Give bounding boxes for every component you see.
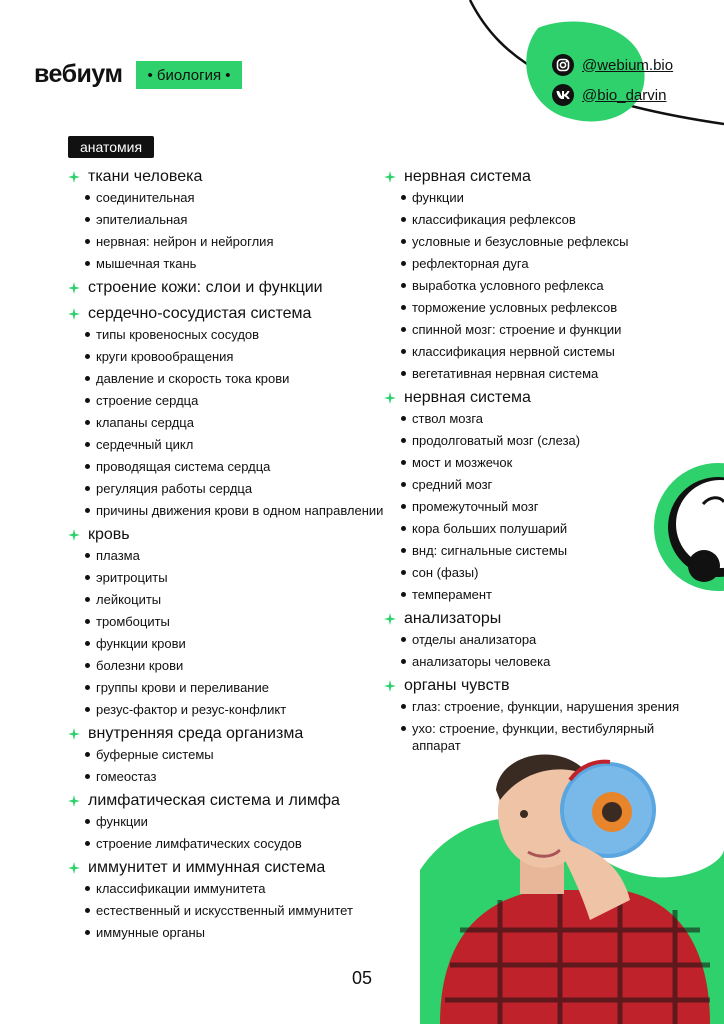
list-item: внд: сигнальные системы: [384, 542, 694, 559]
list-item: типы кровеносных сосудов: [68, 326, 388, 343]
topic-block: [68, 858, 388, 941]
social-links: [552, 54, 673, 106]
list-item: мост и мозжечок: [384, 454, 694, 471]
instagram-handle[interactable]: @webium.bio: [582, 56, 674, 74]
left-topic-column: [68, 167, 388, 946]
sparkle-icon: [68, 171, 80, 183]
list-item: причины движения крови в одном направлении: [68, 502, 388, 519]
list-item: анализаторы человека: [384, 653, 694, 670]
instagram-icon: [552, 54, 574, 76]
topic-items: [68, 746, 388, 785]
list-item: мышечная ткань: [68, 255, 388, 272]
list-item: вегетативная нервная система: [384, 365, 694, 382]
sparkle-icon: [384, 613, 396, 625]
list-item: плазма: [68, 547, 388, 564]
topic-items: [68, 189, 388, 272]
topic-title-text: сердечно-сосудистая система: [88, 305, 312, 322]
topic-title-text: ткани человека: [88, 168, 203, 185]
list-item: проводящая система сердца: [68, 458, 388, 475]
topic-title-text: анализаторы: [404, 610, 502, 627]
list-item: иммунные органы: [68, 924, 388, 941]
topic-block: [68, 525, 388, 718]
sparkle-icon: [68, 282, 80, 294]
list-item: функции: [68, 813, 388, 830]
topic-title: [384, 388, 694, 408]
list-item: кора больших полушарий: [384, 520, 694, 537]
sparkle-icon: [68, 529, 80, 541]
list-item: соединительная: [68, 189, 388, 206]
brand-logo: вебиум: [34, 60, 123, 88]
list-item: сердечный цикл: [68, 436, 388, 453]
vk-handle[interactable]: @bio_darvin: [582, 86, 667, 104]
sparkle-icon: [68, 728, 80, 740]
topic-items: [68, 880, 388, 941]
topic-items: [384, 631, 694, 670]
topic-items: [384, 189, 694, 382]
topic-title-text: строение кожи: слои и функции: [88, 279, 323, 296]
topic-block: [68, 167, 388, 272]
topic-title-text: нервная система: [404, 168, 531, 185]
topic-title: [68, 791, 388, 811]
list-item: болезни крови: [68, 657, 388, 674]
social-instagram[interactable]: [552, 54, 673, 76]
list-item: спинной мозг: строение и функции: [384, 321, 694, 338]
list-item: отделы анализатора: [384, 631, 694, 648]
list-item: нервная: нейрон и нейроглия: [68, 233, 388, 250]
list-item: средний мозг: [384, 476, 694, 493]
topic-title: [384, 609, 694, 629]
topic-title: [384, 167, 694, 187]
topic-block: [68, 724, 388, 785]
list-item: сон (фазы): [384, 564, 694, 581]
list-item: регуляция работы сердца: [68, 480, 388, 497]
list-item: круги кровообращения: [68, 348, 388, 365]
list-item: естественный и искусственный иммунитет: [68, 902, 388, 919]
sparkle-icon: [68, 308, 80, 320]
sparkle-icon: [384, 680, 396, 692]
topic-title: [68, 525, 388, 545]
list-item: тромбоциты: [68, 613, 388, 630]
page-number: 05: [351, 968, 373, 988]
topic-block: [68, 304, 388, 519]
list-item: рефлекторная дуга: [384, 255, 694, 272]
topic-items: [68, 813, 388, 852]
list-item: выработка условного рефлекса: [384, 277, 694, 294]
topic-block: [68, 278, 388, 298]
list-item: строение лимфатических сосудов: [68, 835, 388, 852]
list-item: классификация рефлексов: [384, 211, 694, 228]
topic-title-text: лимфатическая система и лимфа: [88, 792, 340, 809]
topic-title-text: кровь: [88, 526, 130, 543]
list-item: клапаны сердца: [68, 414, 388, 431]
list-item: условные и безусловные рефлексы: [384, 233, 694, 250]
list-item: ухо: строение, функции, вестибулярный аппарат: [384, 720, 682, 754]
topic-title-text: нервная система: [404, 389, 531, 406]
list-item: ствол мозга: [384, 410, 694, 427]
topic-title: [68, 858, 388, 878]
topic-title: [384, 676, 694, 696]
list-item: строение сердца: [68, 392, 388, 409]
list-item: классификация нервной системы: [384, 343, 694, 360]
sparkle-icon: [68, 795, 80, 807]
topic-items: [68, 547, 388, 718]
list-item: функции: [384, 189, 694, 206]
list-item: промежуточный мозг: [384, 498, 694, 515]
section-tag: анатомия: [68, 136, 154, 158]
topic-items: [68, 326, 388, 519]
list-item: буферные системы: [68, 746, 388, 763]
list-item: эпителиальная: [68, 211, 388, 228]
topic-title: [68, 304, 388, 324]
list-item: эритроциты: [68, 569, 388, 586]
topic-title: [68, 167, 388, 187]
list-item: темперамент: [384, 586, 694, 603]
topic-block: [384, 609, 694, 670]
topic-title: [68, 724, 388, 744]
topic-title-text: иммунитет и иммунная система: [88, 859, 326, 876]
list-item: лейкоциты: [68, 591, 388, 608]
topic-title-text: внутренняя среда организма: [88, 725, 304, 742]
sparkle-icon: [384, 171, 396, 183]
list-item: функции крови: [68, 635, 388, 652]
list-item: классификации иммунитета: [68, 880, 388, 897]
vk-icon: [552, 84, 574, 106]
social-vk[interactable]: [552, 84, 673, 106]
list-item: давление и скорость тока крови: [68, 370, 388, 387]
list-item: группы крови и переливание: [68, 679, 388, 696]
sparkle-icon: [68, 862, 80, 874]
topic-block: [384, 167, 694, 382]
subject-badge: • биология •: [136, 61, 242, 89]
list-item: торможение условных рефлексов: [384, 299, 694, 316]
list-item: гомеостаз: [68, 768, 388, 785]
list-item: продолговатый мозг (слеза): [384, 432, 694, 449]
topic-title: [68, 278, 388, 298]
list-item: глаз: строение, функции, нарушения зрения: [384, 698, 694, 715]
sparkle-icon: [384, 392, 396, 404]
topic-block: [68, 791, 388, 852]
topic-title-text: органы чувств: [404, 677, 510, 694]
eye-decoration: [648, 462, 724, 592]
list-item: резус-фактор и резус-конфликт: [68, 701, 388, 718]
